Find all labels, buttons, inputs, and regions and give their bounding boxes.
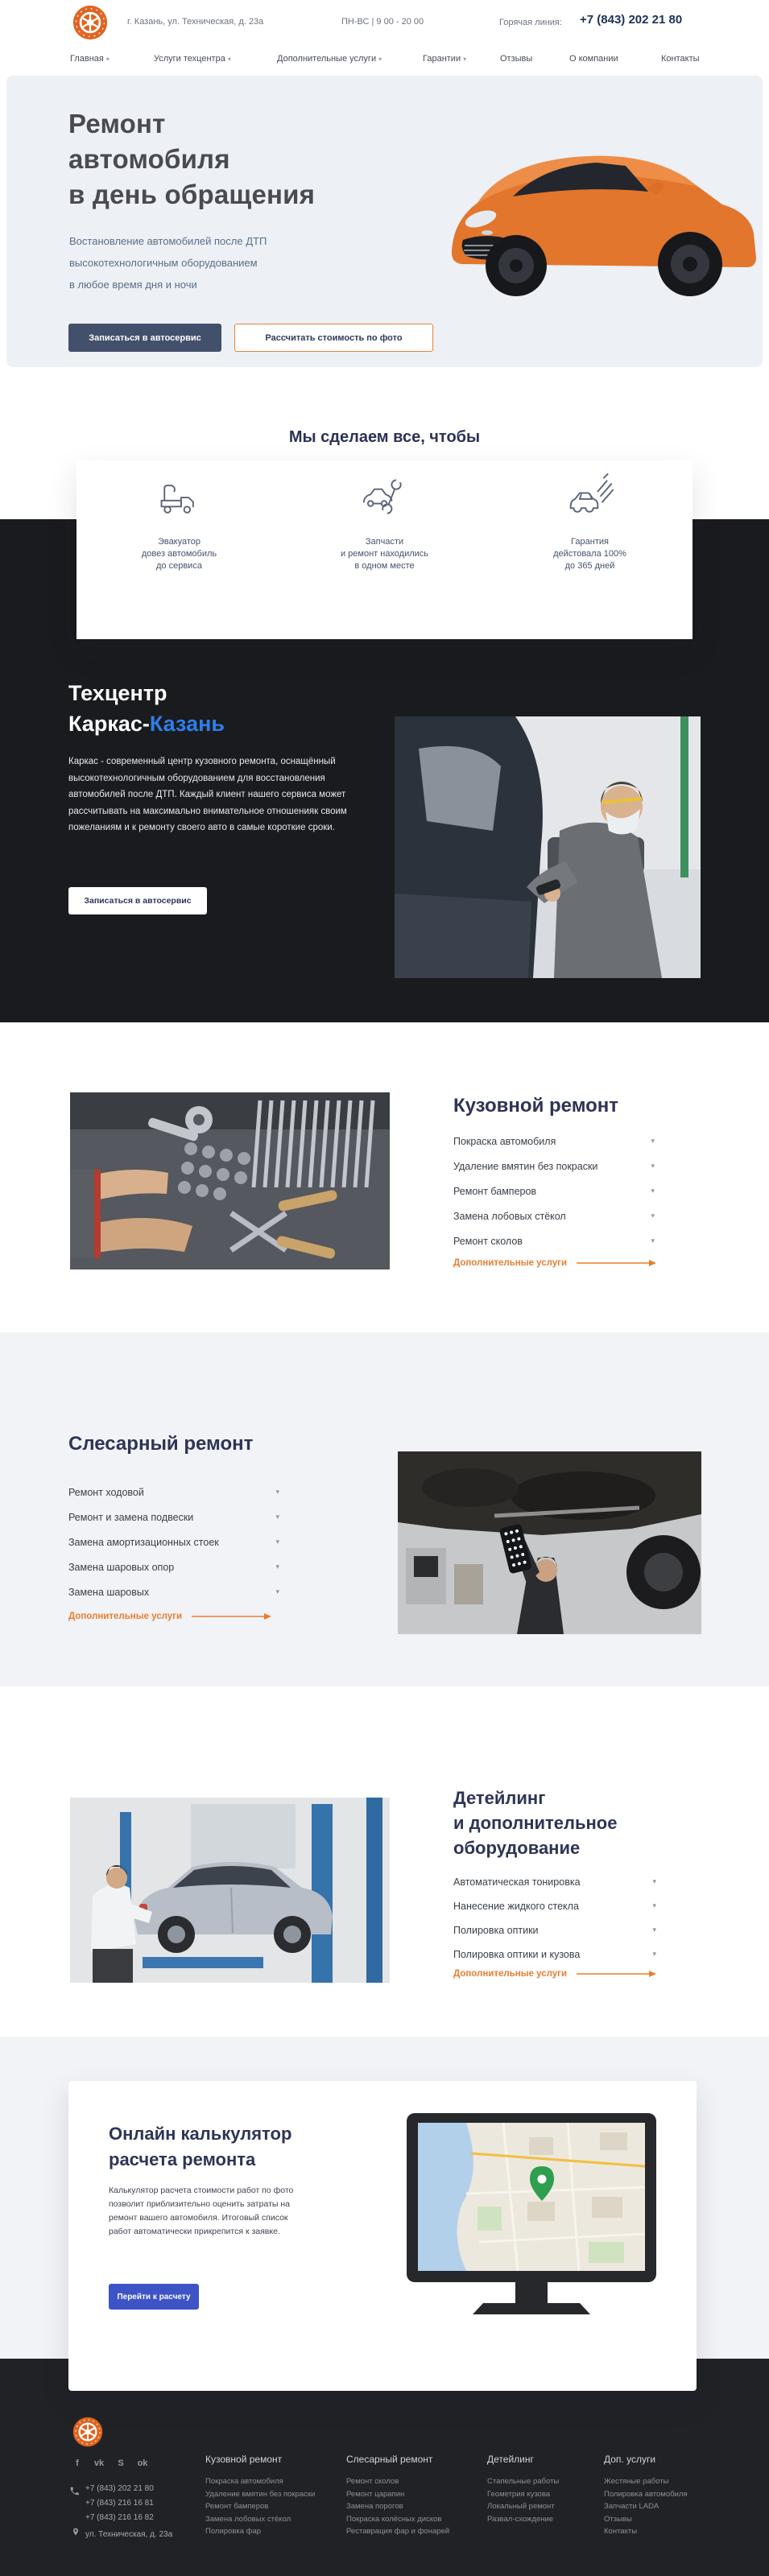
mechanic-repair-title: Слесарный ремонт	[68, 1433, 254, 1455]
footer-link[interactable]: Отзывы	[604, 2514, 632, 2524]
hero-subtitle: Востановление автомобилей после ДТП высокотехнологичным оборудованием в любое время дня и ночи	[69, 235, 267, 291]
footer-link[interactable]: Ремонт сколов	[346, 2477, 399, 2486]
footer-logo[interactable]	[72, 2417, 103, 2447]
service-item[interactable]: Нанесение жидкого стекла ▾	[453, 1900, 656, 1912]
nav-item-home[interactable]: Главная ▾	[70, 54, 110, 64]
service-item[interactable]: Автоматическая тонировка ▾	[453, 1876, 656, 1888]
hotline-label: Горячая линия:	[499, 18, 562, 27]
footer-link[interactable]: Геометрия кузова	[487, 2489, 551, 2499]
wheel-logo-icon	[72, 2417, 103, 2447]
map-pin-icon	[71, 2526, 81, 2538]
chevron-down-icon: ▾	[652, 1901, 656, 1909]
calculator-go-button[interactable]: Перейти к расчету	[109, 2284, 199, 2310]
feature-label: Гарантия дейстовала 100% до 365 дней	[553, 537, 626, 571]
footer-link[interactable]: Полировка автомобиля	[604, 2489, 688, 2499]
footer-link[interactable]: Реставрация фар и фонарей	[346, 2527, 450, 2536]
chevron-down-icon: ▾	[275, 1563, 279, 1571]
feature-label: Запчасти и ремонт находились в одном месте	[340, 537, 429, 571]
nav-item-warranty[interactable]: Гарантии ▾	[423, 54, 467, 64]
footer-link[interactable]: Удаление вмятин без покраски	[205, 2489, 316, 2499]
facebook-icon[interactable]: f	[76, 2458, 79, 2468]
chevron-down-icon: ▾	[275, 1538, 279, 1546]
tools-photo	[70, 1092, 390, 1269]
vk-icon[interactable]: vk	[93, 2458, 105, 2468]
chevron-down-icon: ▾	[275, 1587, 279, 1596]
service-item[interactable]: Ремонт бамперов ▾	[453, 1185, 655, 1197]
social-links	[71, 2457, 149, 2470]
detailing-title: Детейлинг и дополнительное оборудование	[453, 1788, 618, 1858]
footer-phones	[85, 2482, 154, 2525]
service-item[interactable]: Замена лобовых стёкол ▾	[453, 1210, 655, 1222]
odnoklassniki-icon[interactable]: ok	[137, 2458, 148, 2468]
arrow-right-icon	[192, 1612, 272, 1620]
orange-sports-car-image	[437, 98, 759, 309]
chevron-down-icon: ▾	[651, 1212, 655, 1220]
features-heading: Мы сделаем все, чтобы	[288, 428, 481, 446]
footer	[0, 2359, 769, 2576]
feature-warranty	[488, 473, 691, 572]
address-text: г. Казань, ул. Техническая, д. 23а	[127, 17, 264, 27]
service-item[interactable]: Покраска автомобиля ▾	[453, 1135, 655, 1147]
service-item[interactable]: Замена шаровых опор ▾	[68, 1561, 279, 1573]
photo-estimate-button[interactable]: Рассчитать стоимость по фото	[234, 324, 433, 352]
features-card	[76, 460, 693, 639]
techcenter-title-line2: Каркас-Казань	[68, 712, 225, 736]
mechanic-repair-more-link[interactable]: Дополнительные услуги	[68, 1612, 272, 1621]
footer-link[interactable]: Запчасти LADA	[604, 2502, 659, 2511]
chevron-down-icon: ▾	[378, 56, 382, 63]
wheel-logo-icon	[72, 5, 108, 40]
footer-link[interactable]: Жестяные работы	[604, 2477, 669, 2486]
nav-item-about[interactable]: О компании	[569, 54, 618, 64]
footer-link[interactable]: Локальный ремонт	[487, 2502, 555, 2511]
chevron-down-icon: ▾	[275, 1488, 279, 1496]
chevron-down-icon: ▾	[275, 1513, 279, 1521]
service-item[interactable]: Ремонт сколов ▾	[453, 1235, 655, 1247]
nav-item-contacts[interactable]: Контакты	[661, 54, 700, 64]
undercar-photo	[398, 1451, 701, 1634]
body-repair-more-link[interactable]: Дополнительные услуги	[453, 1258, 657, 1268]
calculator-title: Онлайн калькулятор расчета ремонта	[109, 2124, 292, 2169]
working-hours: ПН-ВС | 9 00 - 20 00	[341, 17, 424, 27]
skype-icon[interactable]: S	[118, 2458, 124, 2468]
feature-label: Эвакуатор довез автомобиль до сервиса	[141, 537, 217, 571]
feature-parts-repair	[283, 473, 486, 572]
footer-phone[interactable]: +7 (843) 202 21 80	[85, 2484, 154, 2493]
phone-icon	[69, 2486, 80, 2496]
calculator-description: Калькулятор расчета стоимости работ по фото позволит приблизительно оценить затраты на ремонт вашего автомобиля. Итоговый список работ автоматически прикрепится к заявке.	[109, 2186, 294, 2236]
chevron-down-icon: ▾	[651, 1137, 655, 1145]
hotline-phone[interactable]: +7 (843) 202 21 80	[580, 13, 683, 27]
chevron-down-icon: ▾	[652, 1950, 656, 1958]
footer-address: ул. Техническая, д. 23а	[85, 2530, 173, 2539]
detailing-photo	[70, 1798, 390, 1983]
feature-tow-truck	[77, 473, 280, 572]
footer-column-mechanic: Слесарный ремонт Ремонт сколов Ремонт царапин Замена порогов Покраска колёсных дисков Реставрация фар и фонарей	[346, 2454, 449, 2538]
footer-link[interactable]: Покраска автомобиля	[205, 2477, 283, 2486]
footer-phone[interactable]: +7 (843) 216 16 81	[85, 2499, 154, 2508]
footer-column-body-repair: Кузовной ремонт Покраска автомобиля Удаление вмятин без покраски Ремонт бамперов Замена лобовых стёкол Полировка фар	[205, 2454, 315, 2538]
hero-title: Ремонт автомобиля в день обращения	[68, 109, 316, 209]
footer-column-extra: Доп. услуги Жестяные работы Полировка автомобиля Запчасти LADA Отзывы Контакты	[604, 2454, 688, 2538]
techcenter-city-accent: Казань	[149, 712, 225, 736]
techcenter-book-button[interactable]: Записаться в автосервис	[68, 887, 207, 914]
footer-phone[interactable]: +7 (843) 216 16 82	[85, 2513, 154, 2522]
detailing-more-link[interactable]: Дополнительные услуги	[453, 1969, 657, 1979]
chevron-down-icon: ▾	[227, 56, 231, 63]
arrow-right-icon	[577, 1259, 657, 1267]
workshop-photo	[395, 716, 701, 978]
footer-link[interactable]: Полировка фар	[205, 2527, 262, 2536]
footer-link[interactable]: Покраска колёсных дисков	[346, 2514, 442, 2524]
chevron-down-icon: ▾	[652, 1926, 656, 1934]
service-item[interactable]: Полировка оптики и кузова ▾	[453, 1948, 656, 1960]
service-item[interactable]: Удаление вмятин без покраски ▾	[453, 1160, 655, 1172]
car-warranty-icon	[566, 473, 614, 522]
nav-item-extra-services[interactable]: Дополнительные услуги ▾	[277, 54, 382, 64]
tow-truck-icon	[155, 473, 204, 522]
chevron-down-icon: ▾	[105, 56, 110, 63]
footer-link[interactable]: Ремонт царапин	[346, 2489, 405, 2499]
techcenter-title-line1: Техцентр	[68, 681, 167, 705]
techcenter-paragraph: Каркас - современный центр кузовного ремонта, оснащённый высокотехнологичным оборудованием для восстановления автомобилей после ДТП. Каждый клиент нашего сервиса может рассчитывать на максимально внимательное отношенияк своим пожеланиям и к ремонту своего авто в самые короткие сроки.	[68, 757, 347, 832]
car-wrench-icon	[361, 473, 409, 522]
body-repair-title: Кузовной ремонт	[453, 1095, 619, 1117]
service-item[interactable]: Замена амортизационных стоек ▾	[68, 1536, 279, 1548]
service-item[interactable]: Ремонт ходовой ▾	[68, 1486, 279, 1498]
footer-column-detailing: Детейлинг Стапельные работы Геометрия кузова Локальный ремонт Развал-схождение	[487, 2454, 559, 2525]
service-item[interactable]: Ремонт и замена подвески ▾	[68, 1511, 279, 1523]
footer-link[interactable]: Стапельные работы	[487, 2477, 560, 2486]
service-item[interactable]: Замена шаровых ▾	[68, 1586, 279, 1598]
chevron-down-icon: ▾	[652, 1877, 656, 1885]
arrow-right-icon	[577, 1970, 657, 1978]
nav-item-reviews[interactable]: Отзывы	[500, 54, 533, 64]
service-item[interactable]: Полировка оптики ▾	[453, 1924, 656, 1936]
footer-link[interactable]: Контакты	[604, 2527, 638, 2536]
footer-link[interactable]: Развал-схождение	[487, 2514, 554, 2524]
hero-section	[6, 76, 763, 367]
book-service-button[interactable]: Записаться в автосервис	[68, 324, 221, 352]
chevron-down-icon: ▾	[651, 1236, 655, 1245]
company-logo[interactable]	[72, 5, 108, 40]
chevron-down-icon: ▾	[463, 56, 467, 63]
nav-item-services[interactable]: Услуги техцентра ▾	[154, 54, 231, 64]
footer-link[interactable]: Замена порогов	[346, 2502, 403, 2511]
footer-link[interactable]: Ремонт бамперов	[205, 2502, 269, 2511]
calculator-card	[68, 2081, 697, 2391]
chevron-down-icon: ▾	[651, 1187, 655, 1195]
chevron-down-icon: ▾	[651, 1162, 655, 1170]
monitor-map-graphic	[407, 2113, 656, 2322]
footer-link[interactable]: Замена лобовых стёкол	[205, 2514, 291, 2524]
